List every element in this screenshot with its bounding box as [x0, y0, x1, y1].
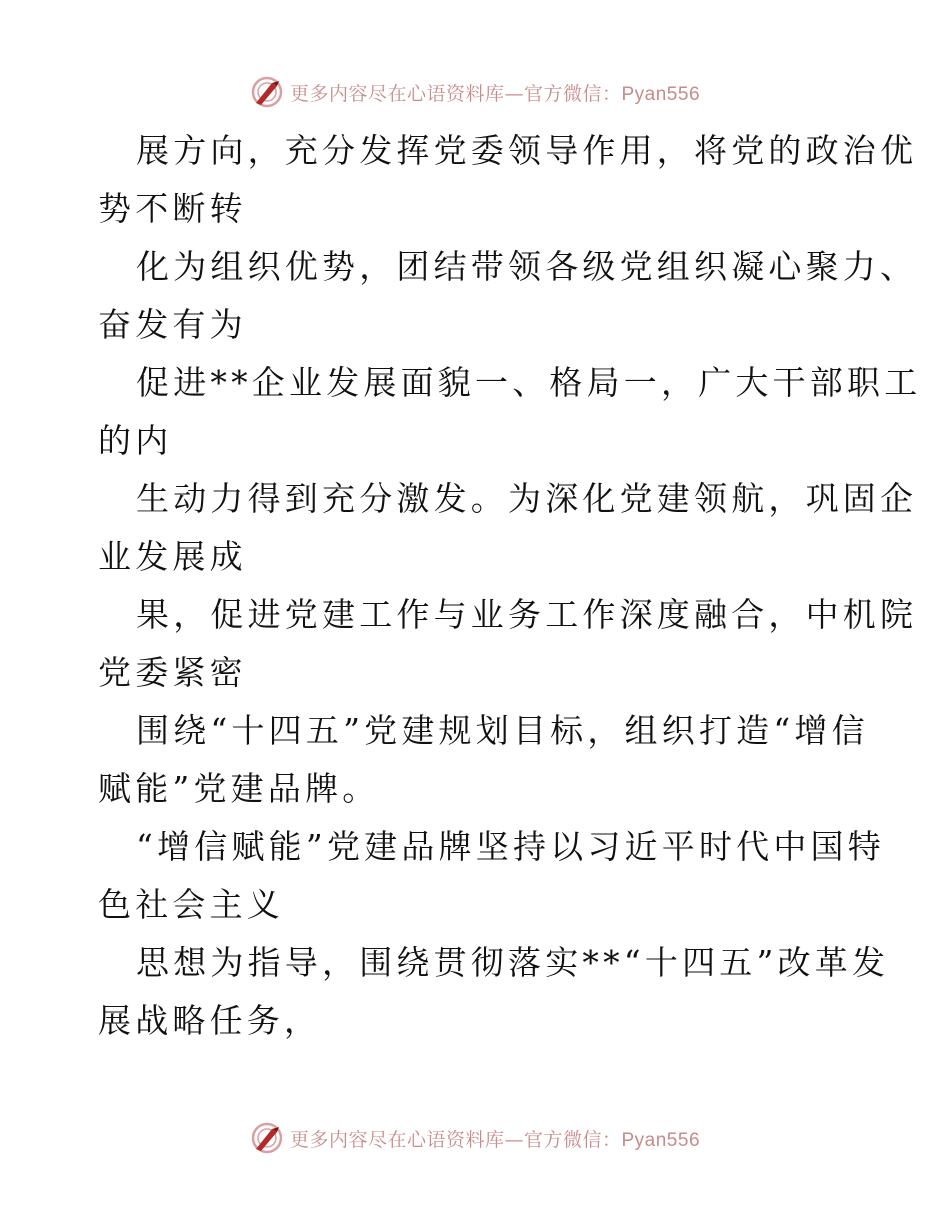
body-line: “增信赋能”党建品牌坚持以习近平时代中国特	[136, 827, 885, 866]
body-line: 奋发有为	[98, 305, 247, 344]
header-watermark	[0, 72, 950, 112]
body-line: 展战略任务，	[98, 1001, 322, 1040]
body-line: 生动力得到充分激发。为深化党建领航，巩固企	[136, 479, 918, 518]
watermark-label: 更多内容尽在心语资料库—官方微信：	[289, 1128, 622, 1151]
watermark-label: 更多内容尽在心语资料库—官方微信：	[289, 82, 622, 105]
body-line: 的内	[98, 421, 173, 460]
body-line: 围绕“十四五”党建规划目标，组织打造“增信	[136, 711, 869, 750]
body-line: 赋能”党建品牌。	[98, 769, 380, 808]
body-line: 果，促进党建工作与业务工作深度融合，中机院	[136, 595, 918, 634]
body-line: 思想为指导，围绕贯彻落实**“十四五”改革发	[136, 943, 890, 982]
body-line: 促进**企业发展面貌一、格局一，广大干部职工	[136, 363, 922, 402]
body-line: 展方向，充分发挥党委领导作用，将党的政治优	[136, 131, 918, 170]
quill-logo-icon	[250, 75, 284, 109]
watermark-handle: Pyan556	[621, 83, 701, 105]
body-line: 色社会主义	[98, 885, 284, 924]
quill-logo-icon	[250, 1121, 284, 1155]
body-line: 化为组织优势，团结带领各级党组织凝心聚力、	[136, 247, 918, 286]
body-line: 党委紧密	[98, 653, 247, 692]
body-line: 势不断转	[98, 189, 247, 228]
watermark-text	[290, 1125, 700, 1152]
watermark-handle: Pyan556	[621, 1129, 701, 1151]
footer-watermark	[0, 1118, 950, 1158]
body-line: 业发展成	[98, 537, 247, 576]
watermark-text	[290, 79, 700, 106]
document-body	[98, 122, 922, 1050]
